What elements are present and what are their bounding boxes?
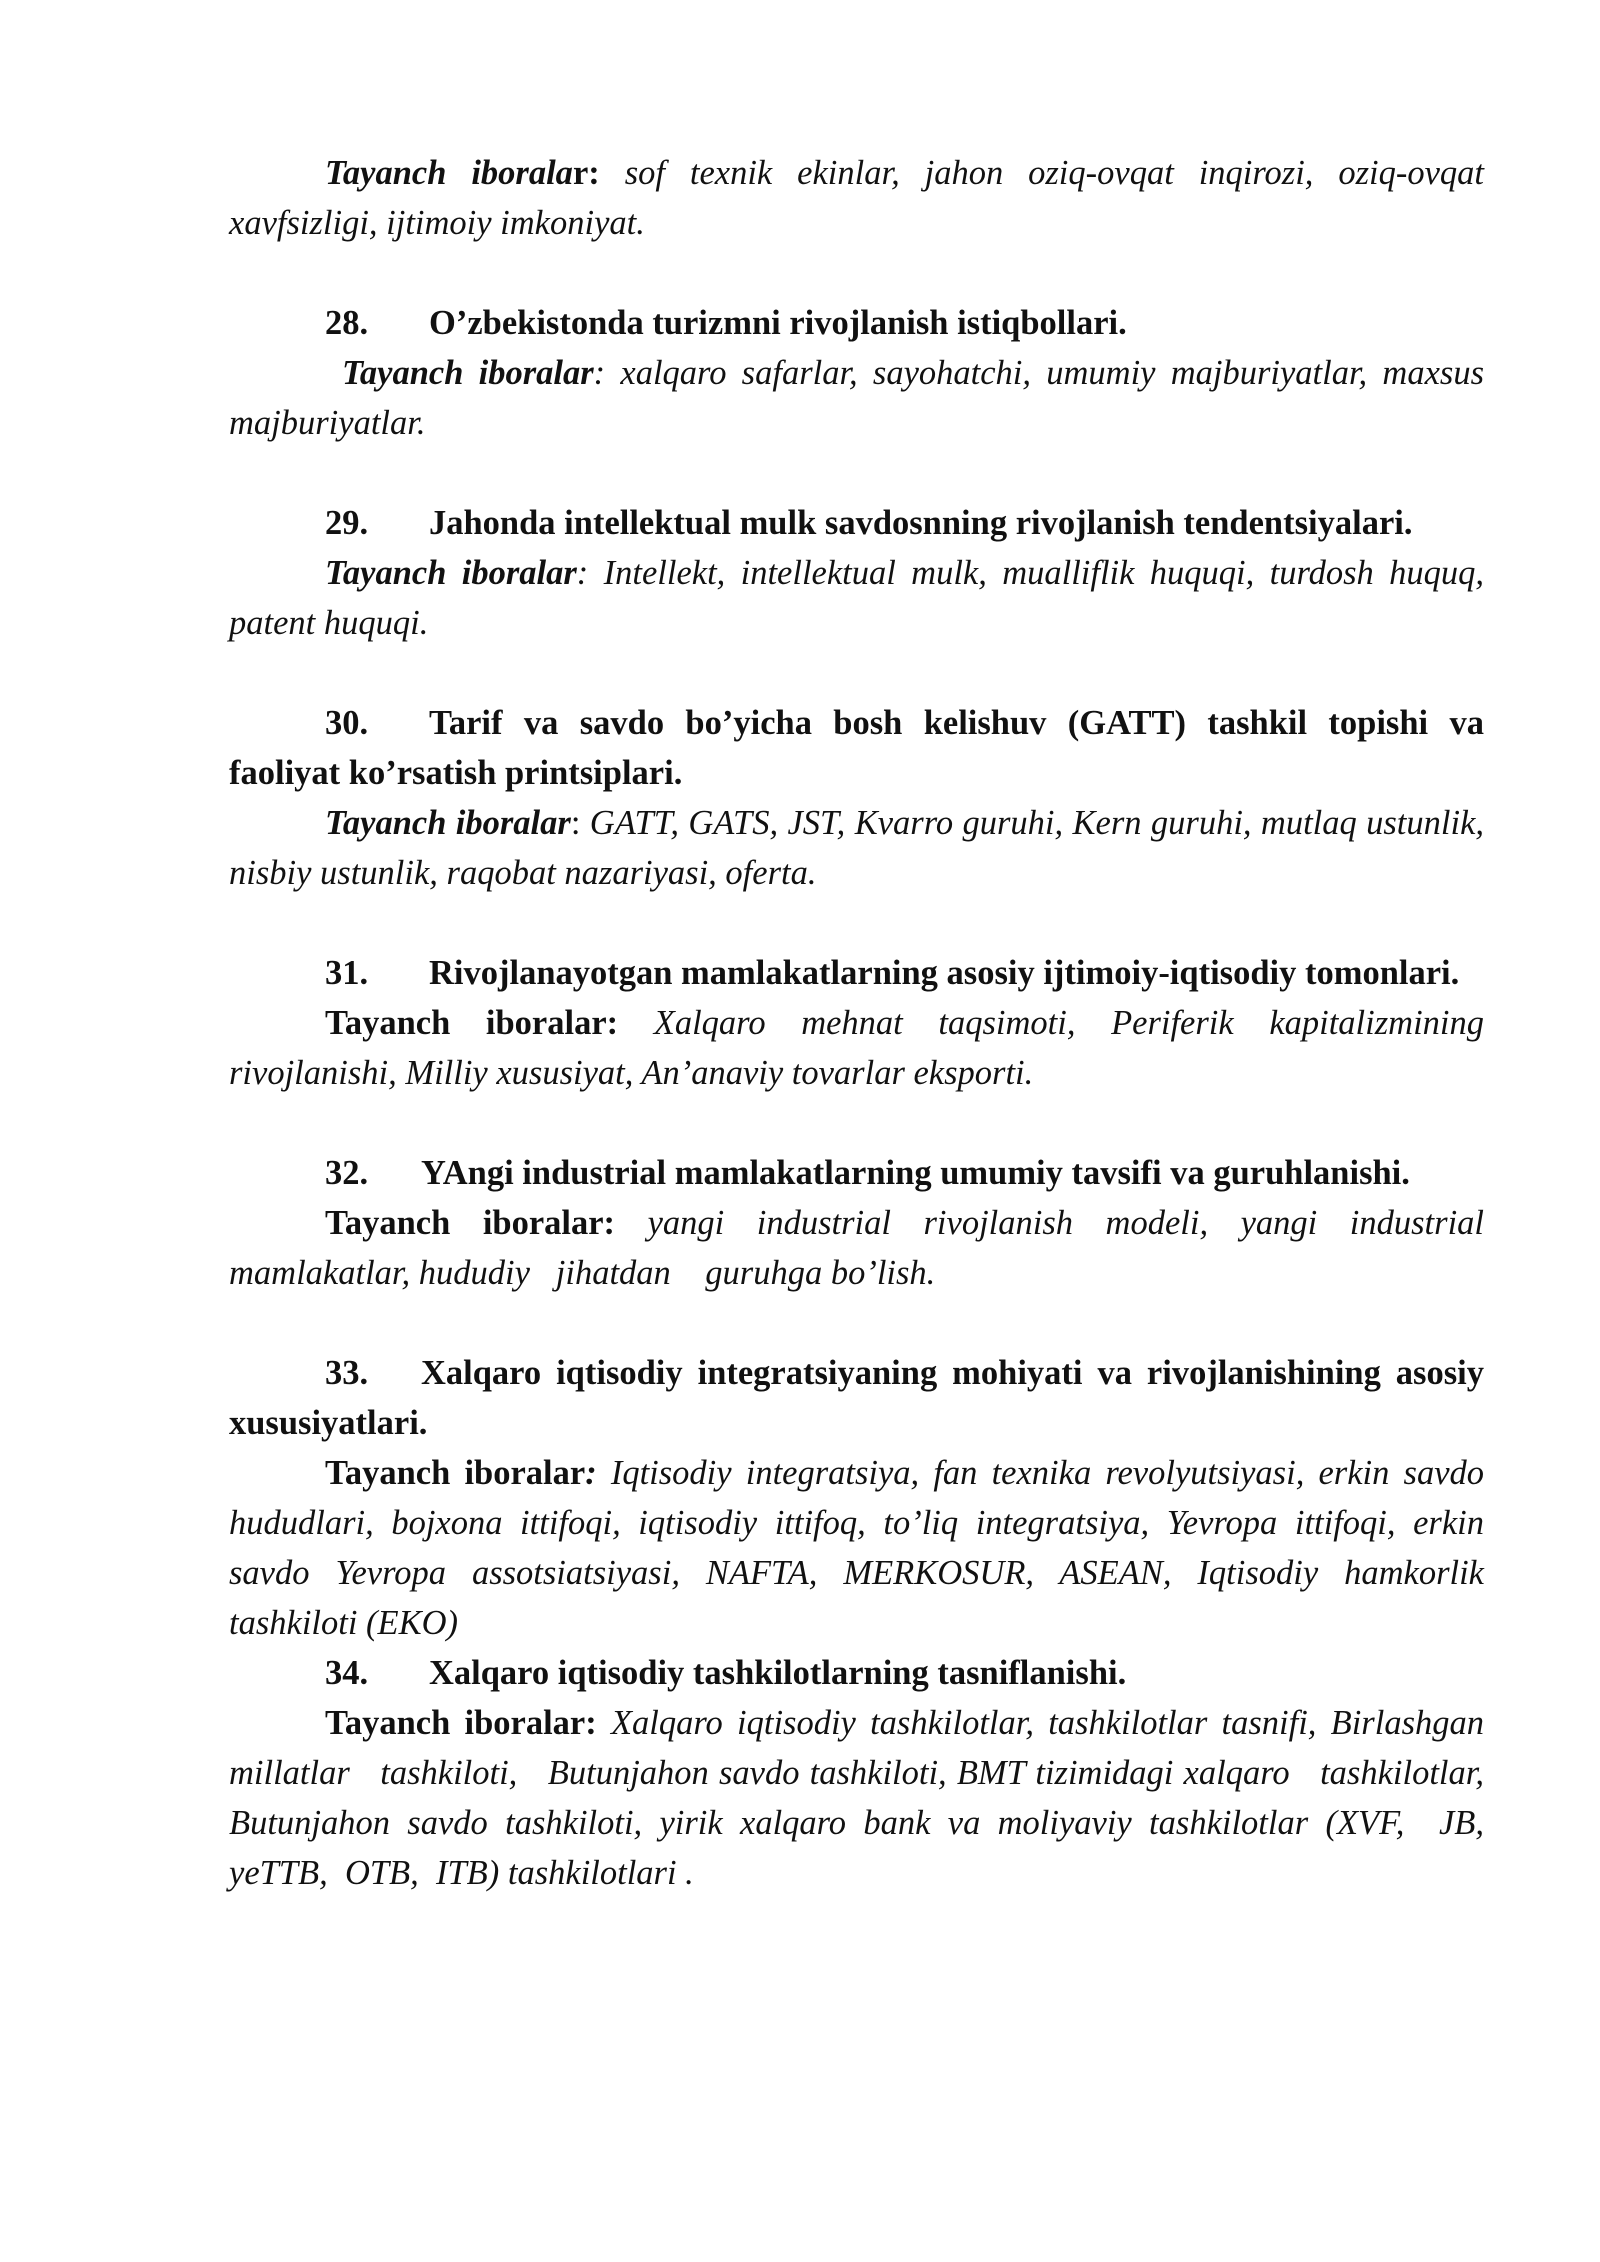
keywords-paragraph (229, 1198, 1493, 1298)
section-number: 31. (325, 954, 369, 992)
keywords-label: Tayanch iboralar (325, 1454, 586, 1492)
keywords-paragraph (229, 148, 1484, 248)
section-title: O’zbekistonda turizmni rivojlanish istiqbollari. (429, 304, 1127, 342)
section-title: YAngi industrial mamlakatlarning umumiy tavsifi va guruhlanishi. (421, 1154, 1410, 1192)
keywords-terms: GATT, GATS, JST, Kvarro guruhi, Kern guruhi, mutlaq ustunlik, nisbiy ustunlik, raqobat nazariyasi, oferta. (229, 804, 1485, 892)
keywords-paragraph (229, 348, 1484, 448)
section-number: 34. (325, 1654, 369, 1692)
keywords-colon: : (588, 154, 600, 192)
keywords-terms: Intellekt, intellektual mulk, mualliflik huquqi, turdosh huquq, patent huquqi. (229, 554, 1484, 642)
section-number: 28. (325, 304, 369, 342)
keywords-terms: Xalqaro iqtisodiy tashkilotlar, tashkilotlar tasnifi, Birlashgan millatlar tashkiloti, Butunjahon savdo tashkiloti, BMT tizimidagi xalqaro tashkilotlar, Butunjahon savdo tashkiloti, yirik xalqaro bank va moliyaviy tashkilotlar (XVF, JB, yeTTB, OTB, ITB) tashkilotlari . (229, 1704, 1502, 1892)
section-heading-32 (229, 1148, 1484, 1198)
keywords-label: Tayanch iborala (325, 154, 573, 192)
section-heading-33 (229, 1348, 1484, 1448)
section-number: 32. (325, 1154, 369, 1192)
section-heading-34 (229, 1648, 1484, 1698)
keywords-label: Tayanch iboralar (325, 804, 571, 842)
keywords-label-tail: r (572, 154, 589, 192)
keywords-paragraph (229, 1698, 1502, 1898)
section-number: 29. (325, 504, 369, 542)
section-title: Xalqaro iqtisodiy integratsiyaning mohiyati va rivojlanishining asosiy xususiyatlari. (229, 1354, 1484, 1442)
keywords-label: Tayanch iboralar: (325, 1204, 616, 1242)
keywords-colon: : (570, 804, 581, 842)
keywords-paragraph (229, 548, 1484, 648)
section-title: Tarif va savdo bo’yicha bosh kelishuv (GATT) tashkil topishi va faoliyat ko’rsatish printsiplari. (229, 704, 1484, 792)
keywords-paragraph (229, 998, 1484, 1098)
keywords-colon: : (576, 554, 589, 592)
keywords-terms: yangi industrial rivojlanish modeli, yangi industrial mamlakatlar, hududiy jihatdan guruhga bo’lish. (229, 1204, 1493, 1292)
keywords-label: Tayanch iboralar (325, 554, 577, 592)
section-heading-29 (229, 498, 1484, 548)
section-heading-30 (229, 698, 1484, 798)
section-number: 30. (325, 704, 369, 742)
keywords-terms: sof texnik ekinlar, jahon oziq-ovqat inqirozi, oziq-ovqat xavfsizligi, ijtimoiy imkoniyat. (229, 154, 1484, 242)
keywords-paragraph (229, 1448, 1484, 1648)
section-title: Xalqaro iqtisodiy tashkilotlarning tasniflanishi. (429, 1654, 1127, 1692)
keywords-label: Tayanch iboralar: (325, 1704, 597, 1742)
section-title: Jahonda intellektual mulk savdosnning rivojlanish tendentsiyalari. (429, 504, 1413, 542)
keywords-colon: : (593, 354, 606, 392)
section-heading-31 (229, 948, 1484, 998)
keywords-colon: : (585, 1454, 597, 1492)
keywords-terms: Iqtisodiy integratsiya, fan texnika revolyutsiyasi, erkin savdo hududlari, bojxona ittifoqi, iqtisodiy ittifoq, to’liq integratsiya, Yevropa ittifoqi, erkin savdo Yevropa assotsiatsiyasi, NAFTA, MERKOSUR, ASEAN, Iqtisodiy hamkorlik tashkiloti (EKO) (229, 1454, 1485, 1642)
keywords-label: Tayanch iboralar: (325, 1004, 619, 1042)
keywords-terms: xalqaro safarlar, sayohatchi, umumiy majburiyatlar, maxsus majburiyatlar. (229, 354, 1484, 442)
keywords-paragraph (229, 798, 1484, 898)
section-heading-28 (229, 298, 1484, 348)
document-page (229, 148, 1502, 1898)
section-title: Rivojlanayotgan mamlakatlarning asosiy ijtimoiy-iqtisodiy tomonlari. (429, 954, 1460, 992)
section-number: 33. (325, 1354, 369, 1392)
keywords-label: Tayanch iboralar (342, 354, 594, 392)
keywords-terms: Xalqaro mehnat taqsimoti, Periferik kapitalizmining rivojlanishi, Milliy xususiyat, An’anaviy tovarlar eksporti. (229, 1004, 1484, 1092)
